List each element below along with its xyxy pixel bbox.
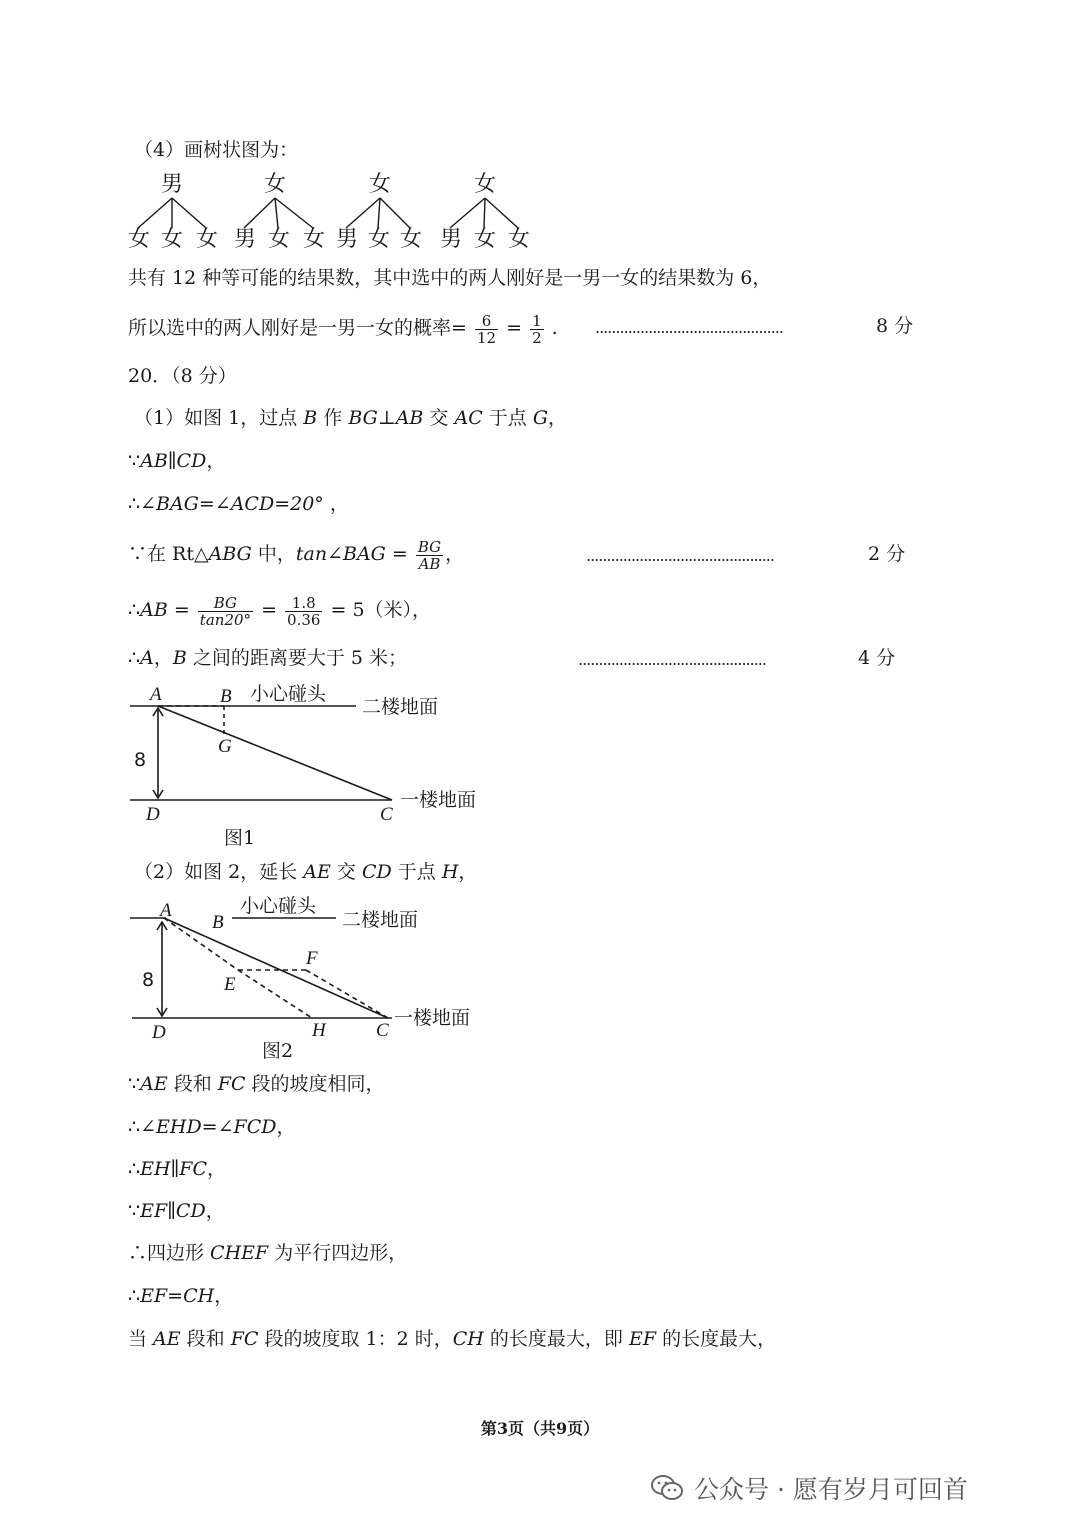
segment-label: AE — [153, 1328, 181, 1350]
text: 中， — [251, 543, 296, 565]
text: 为平行四边形， — [268, 1242, 408, 1264]
text: ∴四边形 — [128, 1242, 211, 1264]
triangle-label: ABG — [208, 543, 252, 565]
text: 之间的距离要大于 5 米； — [186, 647, 408, 669]
shape-label: CHEF — [210, 1242, 269, 1264]
math-expr: ∠BAG=∠ACD=20° — [140, 493, 324, 515]
point-label: B — [303, 407, 318, 429]
because-symbol: ∵ — [128, 450, 141, 472]
text: 交 — [330, 861, 362, 883]
equals: = — [506, 317, 523, 339]
tree-root-1: 男 — [161, 172, 184, 197]
tree-leaf: 男 — [336, 227, 359, 252]
numerator: BG — [417, 537, 442, 556]
segment-label: EF — [628, 1328, 657, 1350]
label-F: F — [306, 948, 318, 969]
period: . — [551, 317, 558, 339]
therefore-symbol: ∴ — [128, 1116, 141, 1138]
text: 的长度最大， — [656, 1328, 777, 1350]
text: = 5（米）， — [330, 599, 432, 621]
denominator: 12 — [476, 328, 497, 347]
text: 段的坡度相同， — [245, 1073, 385, 1095]
therefore-angle — [128, 492, 349, 516]
therefore-symbol: ∴ — [128, 493, 141, 515]
segment-label: AC — [454, 407, 483, 429]
ef-parallel — [128, 1199, 225, 1223]
ab-calc-line — [128, 592, 431, 628]
segment-label: AE — [140, 1073, 168, 1095]
figure-2 — [120, 892, 500, 1042]
math-expr: AB∥CD — [140, 450, 207, 472]
score-label: 2 分 — [868, 543, 906, 565]
point-label: A — [140, 647, 154, 669]
floor1-label: 一楼地面 — [400, 789, 477, 811]
point-label: B — [172, 647, 187, 669]
label-E: E — [224, 974, 236, 995]
text: ， — [206, 450, 226, 472]
text: ， — [276, 1116, 296, 1138]
math-expr: ∠EHD=∠FCD — [140, 1116, 277, 1138]
denominator: tan20° — [199, 610, 252, 629]
segment-label: CD — [361, 861, 392, 883]
text: ， — [458, 861, 478, 883]
text: ∵在 Rt△ — [128, 543, 209, 565]
label-H: H — [312, 1020, 326, 1041]
prob-prefix: 所以选中的两人刚好是一男一女的概率= — [128, 317, 467, 339]
tree-leaf: 女 — [268, 227, 291, 252]
therefore-symbol: ∴ — [128, 1285, 141, 1307]
text: ， — [214, 1285, 234, 1307]
label-G: G — [218, 736, 232, 757]
text: 于点 — [482, 407, 533, 429]
point-label: G — [532, 407, 549, 429]
math-expr: EF∥CD — [140, 1200, 206, 1222]
math-expr: EF=CH — [140, 1285, 215, 1307]
label-A: A — [160, 900, 172, 921]
label-B: B — [220, 686, 232, 707]
segment-label: AE — [303, 861, 331, 883]
watermark-text: 公众号 · 愿有岁月可回首 — [694, 1475, 968, 1504]
tree-root-4: 女 — [474, 172, 497, 197]
tree-leaf: 女 — [368, 227, 391, 252]
p1-intro — [134, 406, 567, 430]
text: 交 — [423, 407, 455, 429]
text: 段和 — [167, 1073, 218, 1095]
label-A: A — [150, 684, 162, 705]
segment-label: AB — [395, 407, 424, 429]
fraction — [530, 313, 544, 346]
denominator: 2 — [532, 328, 542, 347]
floor2-label: 二楼地面 — [362, 696, 439, 718]
probability-line — [128, 312, 558, 346]
text: 于点 — [391, 861, 442, 883]
text: ， — [153, 647, 173, 669]
text: ， — [205, 1200, 225, 1222]
score-leader: .............................................. — [578, 650, 766, 669]
part4-heading: （4）画树状图为： — [134, 139, 299, 161]
figure-1 — [120, 680, 500, 830]
caution-label: 小心碰头 — [240, 895, 317, 917]
rt-triangle-line — [128, 536, 464, 572]
fraction — [475, 313, 498, 346]
tree-leaf: 男 — [440, 227, 463, 252]
label-B: B — [212, 912, 224, 933]
denominator: 0.36 — [287, 610, 321, 629]
text: ， — [207, 1158, 227, 1180]
equals: = — [261, 599, 277, 621]
caution-label: 小心碰头 — [250, 683, 327, 705]
parallelogram — [128, 1241, 407, 1265]
eh-parallel — [128, 1157, 226, 1181]
tree-leaf: 女 — [196, 227, 219, 252]
label-D: D — [146, 804, 160, 825]
text: ， — [548, 407, 568, 429]
tree-leaf: 女 — [128, 227, 151, 252]
p2-intro — [134, 860, 477, 884]
slope-same — [128, 1072, 385, 1096]
score-leader: .............................................. — [595, 318, 783, 337]
tree-root-2: 女 — [264, 172, 287, 197]
text: （2）如图 2，延长 — [134, 861, 304, 883]
figure-2-caption: 图2 — [262, 1040, 294, 1062]
therefore-symbol: ∴ — [128, 1158, 141, 1180]
because-parallel — [128, 449, 225, 473]
angle-equal — [128, 1115, 296, 1139]
page-footer: 第3页（共9页） — [480, 1419, 600, 1438]
watermark — [650, 1470, 968, 1506]
height-label: 8 — [134, 749, 147, 771]
math-expr: EH∥FC — [140, 1158, 208, 1180]
floor2-label: 二楼地面 — [342, 909, 419, 931]
distance-conclusion — [128, 646, 407, 670]
text: 当 — [128, 1328, 154, 1350]
therefore-symbol: ∴ — [128, 599, 141, 621]
text: 段和 — [180, 1328, 231, 1350]
numerator: 1 — [532, 311, 542, 330]
segment-label: CH — [452, 1328, 484, 1350]
text: ， — [445, 543, 465, 565]
tree-leaf: 女 — [508, 227, 531, 252]
outcomes-text: 共有 12 种等可能的结果数，其中选中的两人刚好是一男一女的结果数为 6， — [128, 267, 772, 289]
text: 段的坡度取 1：2 时， — [258, 1328, 453, 1350]
figure-1-caption: 图1 — [224, 827, 256, 849]
numerator: BG — [198, 595, 253, 612]
segment-label: FC — [217, 1073, 246, 1095]
segment-label: BG — [348, 407, 378, 429]
text: （1）如图 1，过点 — [134, 407, 304, 429]
score-label: 4 分 — [858, 647, 896, 669]
floor1-label: 一楼地面 — [394, 1007, 471, 1029]
max-length — [128, 1327, 776, 1351]
tree-leaf: 男 — [234, 227, 257, 252]
numerator: 1.8 — [285, 595, 322, 612]
tree-root-3: 女 — [369, 172, 392, 197]
fraction — [285, 595, 322, 628]
text: 作 — [317, 407, 349, 429]
score-leader: .............................................. — [586, 546, 774, 565]
ef-equals-ch — [128, 1284, 233, 1308]
therefore-symbol: ∴ — [128, 647, 141, 669]
tree-leaf: 女 — [303, 227, 326, 252]
fraction — [416, 539, 443, 572]
score-label: 8 分 — [876, 315, 914, 337]
math-expr: AB = — [140, 599, 190, 621]
tree-leaf: 女 — [400, 227, 423, 252]
text: 的长度最大，即 — [483, 1328, 629, 1350]
tree-leaf: 女 — [161, 227, 184, 252]
point-label: H — [441, 861, 459, 883]
wechat-icon — [650, 1474, 684, 1502]
text: ， — [323, 493, 349, 515]
segment-label: FC — [230, 1328, 259, 1350]
because-symbol: ∵ — [128, 1200, 141, 1222]
q20-heading: 20．（8 分） — [128, 365, 237, 387]
perp-symbol: ⊥ — [377, 407, 396, 429]
label-C: C — [380, 804, 393, 825]
label-C: C — [376, 1020, 389, 1041]
tree-leaf: 女 — [474, 227, 497, 252]
fraction — [198, 595, 253, 628]
math-expr: tan∠BAG = — [295, 543, 408, 565]
height-label: 8 — [142, 969, 155, 991]
numerator: 6 — [475, 313, 498, 330]
because-symbol: ∵ — [128, 1073, 141, 1095]
denominator: AB — [418, 554, 441, 573]
label-D: D — [152, 1022, 166, 1043]
